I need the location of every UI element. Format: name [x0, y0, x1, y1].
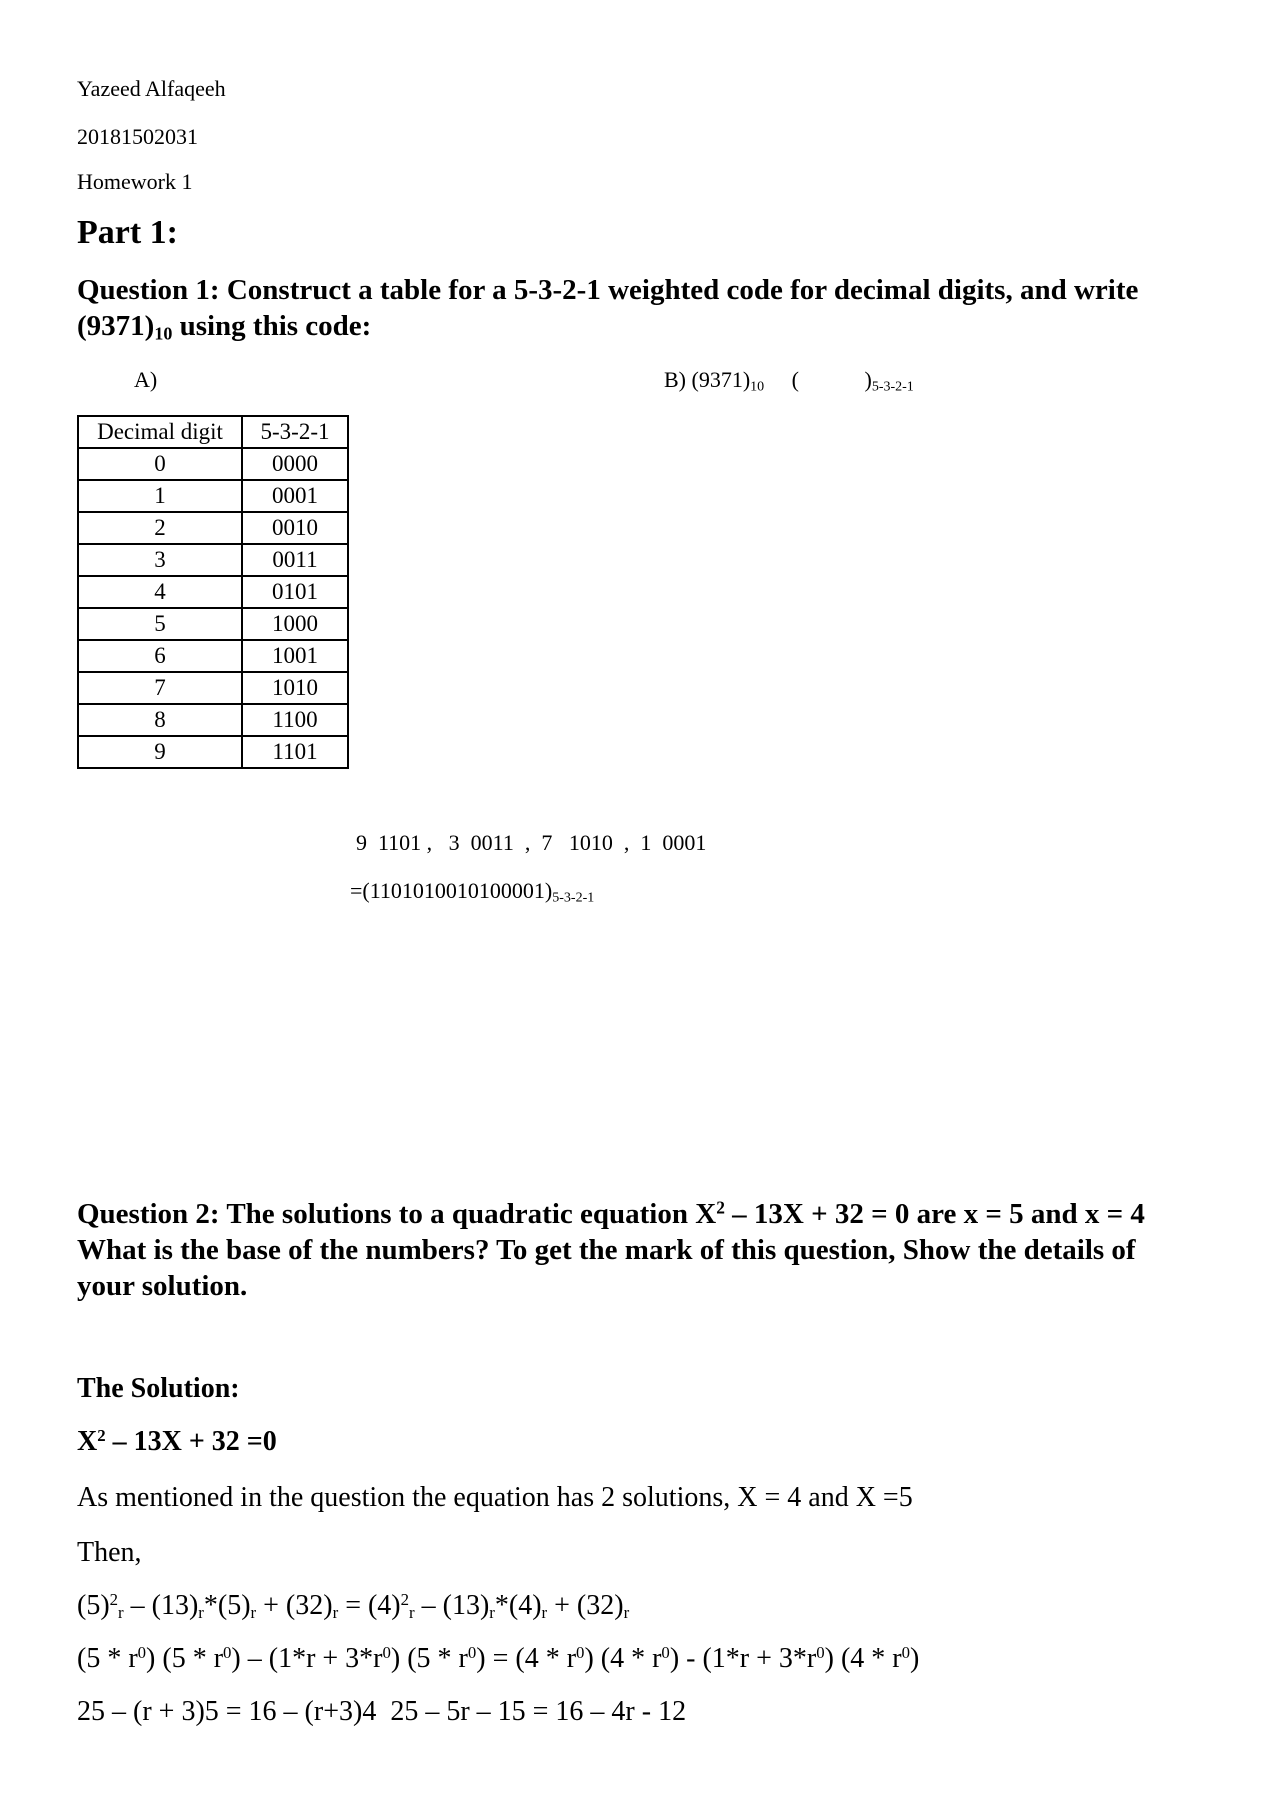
solution-line-1: As mentioned in the question the equation has 2 solutions, X = 4 and X =5 — [77, 1482, 913, 1513]
expr-exponent: 0 — [661, 1642, 670, 1662]
table-header-row — [78, 416, 348, 448]
decimal-digit-cell: 5 — [78, 608, 242, 640]
expr-exponent: 0 — [901, 1642, 910, 1662]
solution-title: The Solution: — [77, 1373, 240, 1404]
expr-part: ) = (4 * r — [476, 1643, 577, 1674]
expr-part: – (13) — [123, 1590, 199, 1621]
solution-line-2: Then, — [77, 1537, 142, 1568]
table-row — [78, 640, 348, 672]
decimal-digit-cell: 8 — [78, 704, 242, 736]
expr-part: ) (4 * r — [584, 1643, 662, 1674]
part-b-close-paren: ) — [864, 367, 872, 392]
question-2-text-2: What is the base of the numbers? To get the mark of this question, Show the details of — [77, 1234, 1136, 1266]
encoded-result-value: =(1101010010100001) — [350, 878, 553, 903]
expr-part: ) – (1*r + 3*r — [231, 1643, 383, 1674]
student-id: 20181502031 — [77, 124, 198, 149]
expr-part: (5) — [77, 1590, 110, 1621]
part-b-base: 10 — [750, 379, 765, 395]
expr-base: r — [250, 1603, 257, 1623]
solution-line-3 — [77, 1590, 629, 1622]
question-2-text-3: your solution. — [77, 1270, 248, 1302]
encoded-result-base: 5-3-2-1 — [552, 890, 595, 906]
code-cell: 0001 — [242, 480, 348, 512]
expr-exponent: 0 — [382, 1642, 391, 1662]
code-cell: 1001 — [242, 640, 348, 672]
table-row — [78, 512, 348, 544]
equation-exponent: 2 — [97, 1425, 106, 1445]
question-2 — [77, 1196, 1237, 1304]
table-header-cell: 5-3-2-1 — [242, 416, 348, 448]
expr-part: + (32) — [256, 1590, 333, 1621]
decimal-digit-cell: 4 — [78, 576, 242, 608]
expr-base: r — [198, 1603, 204, 1623]
code-cell: 1101 — [242, 736, 348, 768]
expr-part: = (4) — [338, 1590, 401, 1621]
expr-exponent: 0 — [137, 1642, 147, 1662]
code-cell: 0000 — [242, 448, 348, 480]
encoded-result — [350, 878, 594, 904]
expr-exponent: 2 — [109, 1589, 119, 1609]
homework-title: Homework 1 — [77, 169, 193, 194]
expr-exponent: 0 — [816, 1642, 825, 1662]
decimal-digit-cell: 9 — [78, 736, 242, 768]
decimal-digit-cell: 7 — [78, 672, 242, 704]
table-row — [78, 672, 348, 704]
question-1-number: (9371) — [77, 310, 155, 342]
part-b-label — [664, 367, 914, 393]
expr-part: ) — [910, 1643, 920, 1674]
equation-rest: – 13X + 32 =0 — [105, 1426, 277, 1457]
question-1-text: Construct a table for a 5-3-2-1 weighted code for decimal digits, and write — [219, 274, 1139, 306]
table-row — [78, 448, 348, 480]
table-row — [78, 480, 348, 512]
part-b-prefix: B) (9371) — [664, 367, 751, 392]
student-name: Yazeed Alfaqeeh — [77, 76, 226, 101]
expr-base: r — [118, 1603, 124, 1623]
equation-variable: X — [77, 1426, 98, 1457]
question-2-label: Question 2: — [77, 1198, 220, 1230]
expr-part: + (32) — [547, 1590, 624, 1621]
part-title: Part 1: — [77, 214, 179, 251]
decimal-digit-cell: 6 — [78, 640, 242, 672]
table-row — [78, 736, 348, 768]
table-header-cell: Decimal digit — [78, 416, 242, 448]
expr-part: ) - (1*r + 3*r — [669, 1643, 817, 1674]
solution-line-4 — [77, 1643, 919, 1675]
code-cell: 1100 — [242, 704, 348, 736]
table-row — [78, 704, 348, 736]
question-1-text-rest: using this code: — [172, 310, 372, 342]
expr-part: *(4) — [494, 1590, 542, 1621]
code-cell: 1000 — [242, 608, 348, 640]
weighted-code-table — [77, 415, 349, 769]
expr-part: *(5) — [203, 1590, 251, 1621]
question-2-exponent: 2 — [716, 1197, 725, 1218]
table-row — [78, 608, 348, 640]
part-b-code: 5-3-2-1 — [871, 379, 914, 395]
decimal-digit-cell: 1 — [78, 480, 242, 512]
decimal-digit-cell: 2 — [78, 512, 242, 544]
question-1-base: 10 — [154, 323, 173, 344]
expr-part: ) (5 * r — [390, 1643, 468, 1674]
code-cell: 1010 — [242, 672, 348, 704]
solution-line-5: 25 – (r + 3)5 = 16 – (r+3)4 25 – 5r – 15 = 16 – 4r - 12 — [77, 1696, 687, 1727]
expr-base: r — [541, 1603, 548, 1623]
digit-mapping-line: 9 1101 , 3 0011 , 7 1010 , 1 0001 — [356, 830, 707, 855]
part-b-open-paren: ( — [791, 367, 799, 392]
expr-base: r — [489, 1603, 495, 1623]
question-1-label: Question 1: — [77, 274, 220, 306]
part-a-label: A) — [134, 367, 158, 392]
expr-base: r — [409, 1603, 415, 1623]
expr-exponent: 0 — [223, 1642, 232, 1662]
expr-part: ) (4 * r — [824, 1643, 902, 1674]
expr-exponent: 2 — [400, 1589, 410, 1609]
expr-base: r — [623, 1603, 630, 1623]
table-row — [78, 576, 348, 608]
decimal-digit-cell: 3 — [78, 544, 242, 576]
expr-exponent: 0 — [467, 1642, 477, 1662]
solution-equation — [77, 1426, 277, 1458]
code-cell: 0011 — [242, 544, 348, 576]
question-2-text-1-rest: – 13X + 32 = 0 are x = 5 and x = 4 — [724, 1198, 1145, 1230]
expr-part: – (13) — [414, 1590, 490, 1621]
table-row — [78, 544, 348, 576]
code-cell: 0101 — [242, 576, 348, 608]
expr-part: ) (5 * r — [146, 1643, 224, 1674]
question-1 — [77, 272, 1217, 344]
code-cell: 0010 — [242, 512, 348, 544]
expr-exponent: 0 — [576, 1642, 585, 1662]
question-2-text-1: The solutions to a quadratic equation X — [219, 1198, 717, 1230]
expr-part: (5 * r — [77, 1643, 138, 1674]
expr-base: r — [332, 1603, 339, 1623]
decimal-digit-cell: 0 — [78, 448, 242, 480]
